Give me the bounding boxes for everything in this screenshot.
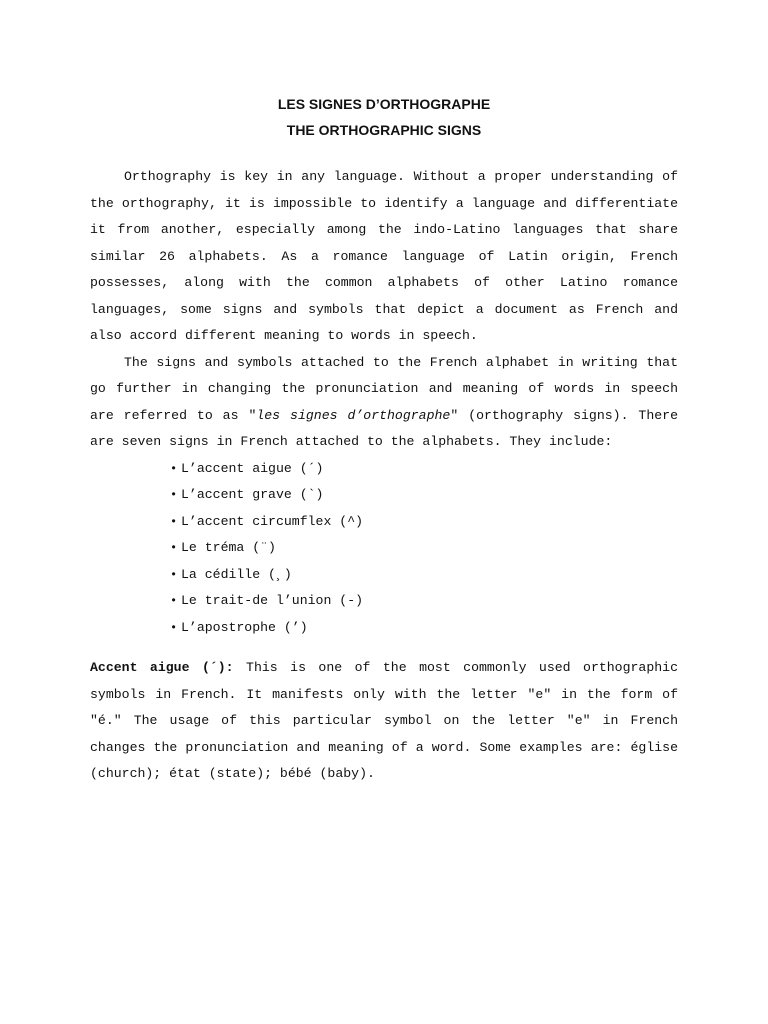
title-english: THE ORTHOGRAPHIC SIGNS xyxy=(286,122,482,138)
list-item xyxy=(170,482,678,509)
accent-aigue-text: This is one of the most commonly used orthographic symbols in French. It manifests only with the letter "e" in the form of "é." The usage of this particular symbol on the letter "e" in French changes the pronunciation and meaning of a word. Some examples are: église (church); état (state); bébé (baby). xyxy=(90,660,678,781)
list-item-text: L’apostrophe (’) xyxy=(181,619,308,635)
list-item-text: Le tréma (¨) xyxy=(181,540,276,555)
list-item xyxy=(170,562,678,589)
signs-paragraph-text-1: The signs and symbols attached to the French alphabet in writing that go further in changing the pronunciation and meaning of words in speech are referred to as " xyxy=(90,354,678,423)
title-french: LES SIGNES D’ORTHOGRAPHE xyxy=(277,96,491,112)
signs-paragraph-text-2: " (orthography signs). There are seven signs in French attached to the alphabets. They include: xyxy=(90,407,678,449)
bullet-icon: • xyxy=(170,541,178,555)
list-item-text: L’accent grave (`) xyxy=(181,487,324,502)
signs-list xyxy=(90,456,678,642)
bullet-icon: • xyxy=(170,461,178,476)
intro-paragraph: Orthography is key in any language. Without a proper understanding of the orthography, it is impossible to identify a language and differentiate it from another, especially among the indo-Latino languages that share similar 26 alphabets. As a romance language of Latin origin, French possesses, along with the common alphabets of other Latino romance languages, some signs and symbols that depict a document as French and also accord different meaning to words in speech. xyxy=(90,169,678,343)
bullet-icon: • xyxy=(170,594,178,608)
list-item xyxy=(170,509,678,536)
accent-aigue-term: Accent aigue (´): xyxy=(90,660,234,675)
list-item-text: Le trait-de l’union (-) xyxy=(181,593,364,608)
list-item-text: L’accent aigue (´) xyxy=(181,460,324,476)
list-item xyxy=(170,588,678,615)
list-item-text: La cédille (¸) xyxy=(181,566,292,582)
bullet-icon: • xyxy=(170,620,178,635)
bullet-icon: • xyxy=(170,514,178,529)
list-item xyxy=(170,535,678,562)
signs-paragraph-italic-term: les signes d’orthographe xyxy=(256,407,451,423)
list-item xyxy=(170,615,678,642)
document-page xyxy=(90,92,678,788)
list-item-text: L’accent circumflex (^) xyxy=(181,513,364,529)
bullet-icon: • xyxy=(170,567,178,582)
bullet-icon: • xyxy=(170,488,178,502)
list-item xyxy=(170,456,678,483)
signs-paragraph xyxy=(90,350,678,456)
accent-aigue-paragraph xyxy=(90,655,678,788)
